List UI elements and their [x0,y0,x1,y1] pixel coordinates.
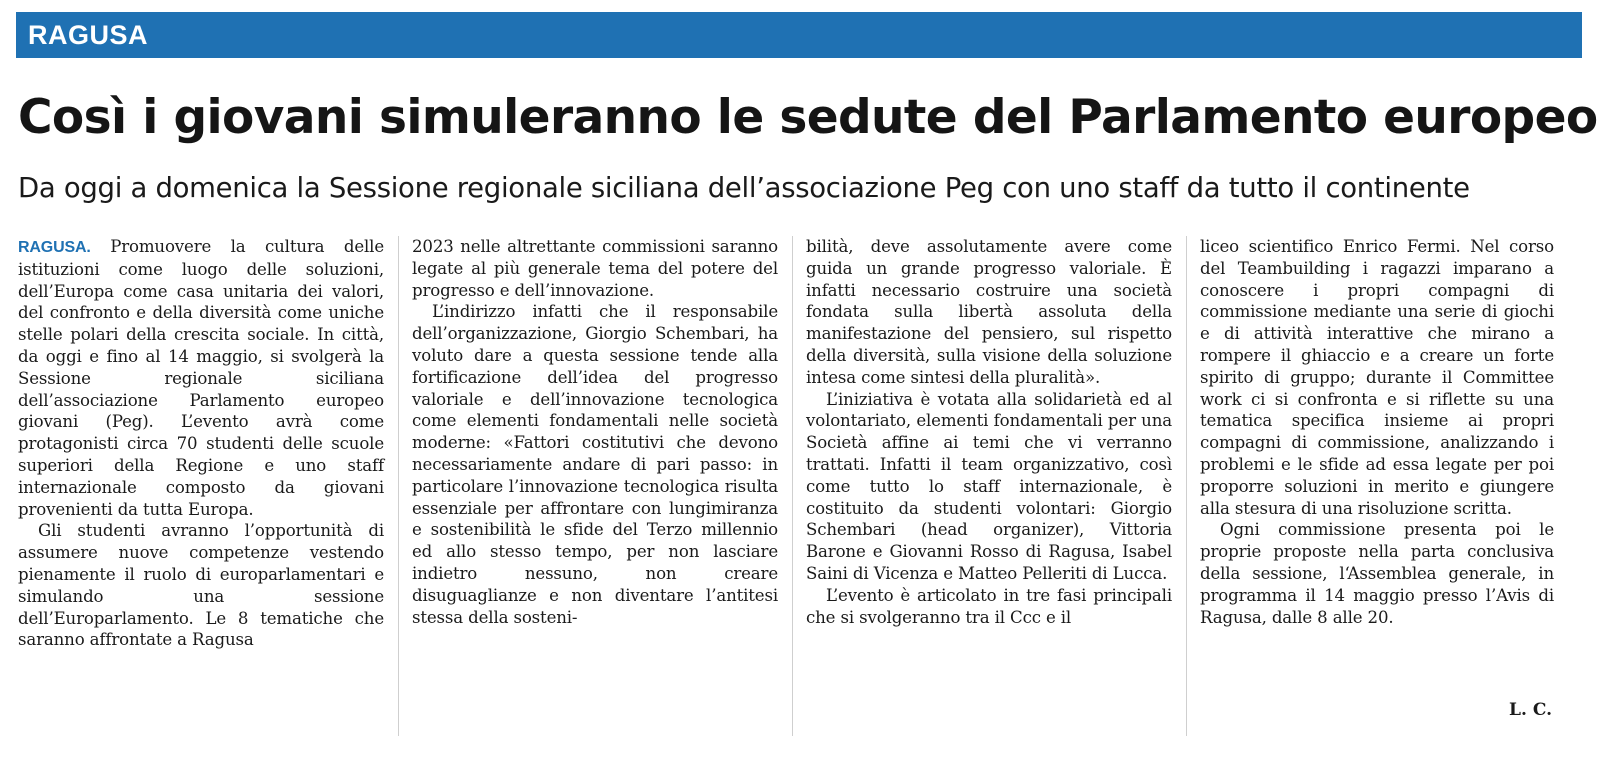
paragraph: L’indirizzo infatti che il responsabile dell’organizzazione, Giorgio Schembari, ha voluto dare a questa sessione tende alla fortificazione dell’idea del progresso valoriale e dell’innovazione tecnologica come elementi fondamentali nelle società moderne: «Fattori costitutivi che devono necessariamente andare di pari passo: in particolare l’innovazione tecnologica risulta essenziale per affrontare con lungimiranza e sostenibilità le sfide del Terzo millennio ed allo stesso tempo, per non lasciare indietro nessuno, non creare disuguaglianze e non diventare l’antitesi stessa della sosteni- [412,302,778,627]
paragraph: bilità, deve assolutamente avere come guida un grande progresso valoriale. È infatti necessario costruire una società fondata sulla libertà assoluta della manifestazione del pensiero, sul rispetto della diversità, sulla visione della soluzione intesa come sintesi della pluralità». [806,237,1172,387]
dateline: RAGUSA. [18,239,91,256]
paragraph-text: Promuovere la cultura delle istituzioni come luogo delle soluzioni, dell’Europa come casa unitaria dei valori, del confronto e della diversità come uniche stelle polari della crescita sociale. In città, da oggi e fino al 14 maggio, si svolgerà la Sessione regionale siciliana dell’associazione Parlamento europeo giovani (Peg). L’evento avrà come protagonisti circa 70 studenti delle scuole superiori della Regione e uno staff internazionale composto da giovani provenienti da tutta Europa. [18,237,384,519]
paragraph: liceo scientifico Enrico Fermi. Nel corso del Teambuilding i ragazzi imparano a conoscere i propri compagni di commissione mediante una serie di giochi e di attività interattive che mirano a rompere il ghiaccio e a creare un forte spirito di gruppo; durante il Committee work ci si confronta e si riflette su una tematica specifica insieme ai propri compagni di commissione, analizzando i problemi e le sfide ad essa legate per poi proporre soluzioni in merito e giungere alla stesura di una risoluzione scritta. [1200,237,1554,518]
section-label: RAGUSA [28,19,149,50]
article-column-4 [1200,236,1554,628]
article-column-2 [412,236,778,628]
section-bar [16,12,1582,58]
author-signature: L. C. [1509,700,1552,720]
article-column-3 [806,236,1172,628]
column-divider [792,236,793,736]
paragraph: 2023 nelle altrettante commissioni saranno legate al più generale tema del potere del progresso e dell’innovazione. [412,237,778,300]
subheadline: Da oggi a domenica la Sessione regionale siciliana dell’associazione Peg con uno staff da tutto il continente [18,172,1470,204]
column-divider [398,236,399,736]
paragraph: L’evento è articolato in tre fasi principali che si svolgeranno tra il Ccc e il [806,585,1172,627]
headline: Così i giovani simuleranno le sedute del Parlamento europeo [18,90,1598,145]
paragraph [18,236,384,520]
article-column-1 [18,236,384,651]
paragraph: Gli studenti avranno l’opportunità di assumere nuove competenze vestendo pienamente il ruolo di europarlamentari e simulando una sessione dell’Europarlamento. Le 8 tematiche che saranno affrontate a Ragusa [18,521,384,650]
column-divider [1186,236,1187,736]
paragraph: Ogni commissione presenta poi le proprie proposte nella parta conclusiva della sessione, l‘Assemblea generale, in programma il 14 maggio presso l’Avis di Ragusa, dalle 8 alle 20. [1200,520,1554,627]
paragraph: L’iniziativa è votata alla solidarietà ed al volontariato, elementi fondamentali per una Società affine ai temi che vi verranno trattati. Infatti il team organizzativo, così come tutto lo staff internazionale, è costituito da studenti volontari: Giorgio Schembari (head organizer), Vittoria Barone e Giovanni Rosso di Ragusa, Isabel Saini di Vicenza e Matteo Pelleriti di Lucca. [806,389,1172,583]
